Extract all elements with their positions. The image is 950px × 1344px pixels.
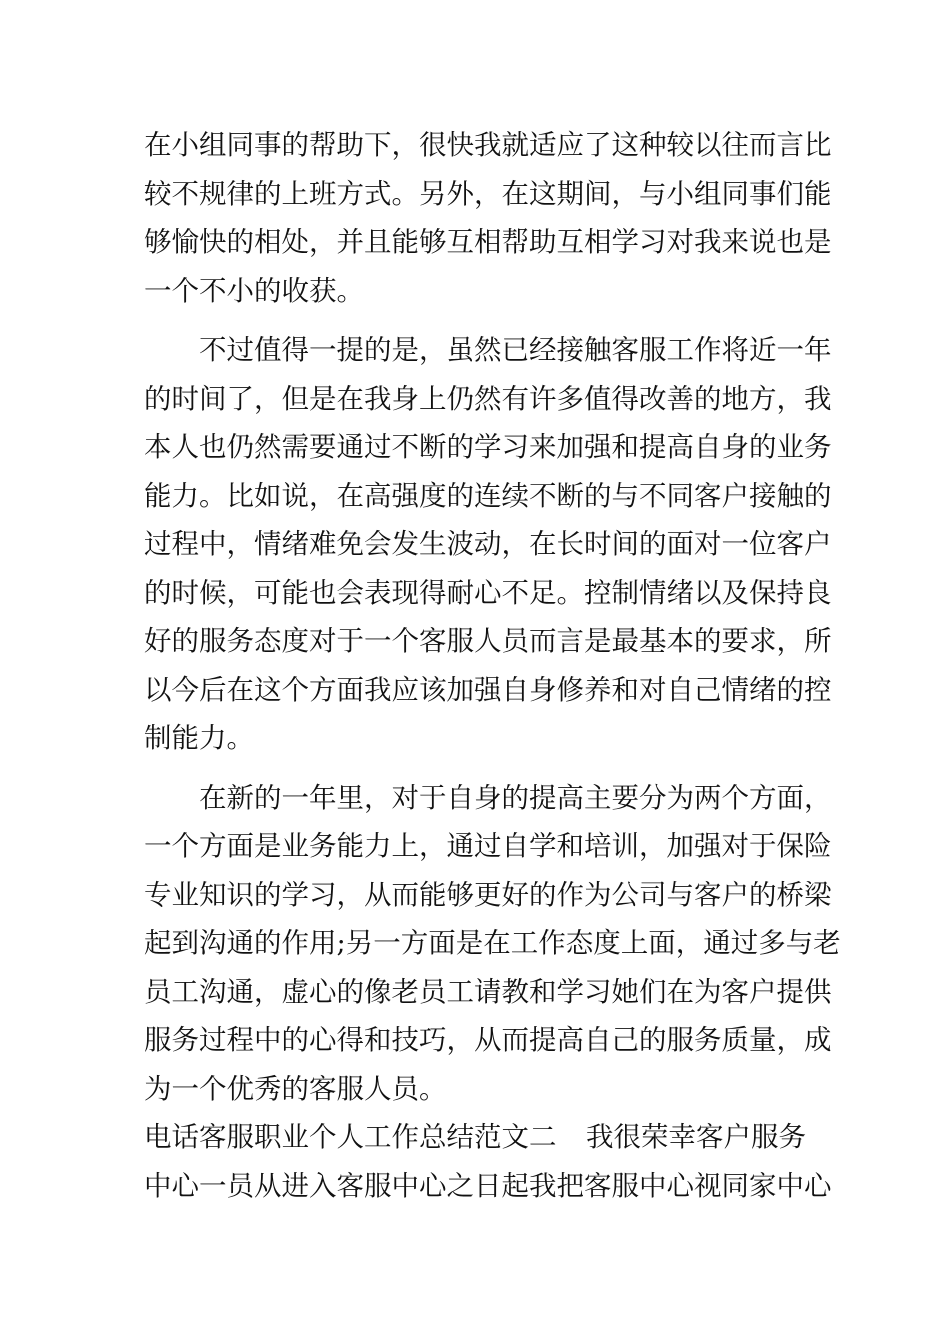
paragraph-line: 过程中，情绪难免会发生波动，在长时间的面对一位客户 bbox=[144, 528, 832, 560]
section-heading-followup: 我很荣幸客户服务 bbox=[586, 1121, 806, 1153]
paragraph-line: 够愉快的相处，并且能够互相帮助互相学习对我来说也是 bbox=[144, 226, 832, 258]
section-2 bbox=[144, 1113, 832, 1210]
paragraph-line: 的时间了，但是在我身上仍然有许多值得改善的地方，我 bbox=[144, 382, 832, 415]
section-heading-line bbox=[144, 1113, 806, 1162]
paragraph-line: 在小组同事的帮助下，很快我就适应了这种较以往而言比 bbox=[144, 129, 832, 161]
section-heading: 电话客服职业个人工作总结范文二 bbox=[144, 1121, 557, 1153]
paragraph-line: 起到沟通的作用;另一方面是在工作态度上面，通过多与老 bbox=[144, 927, 841, 959]
paragraph-line: 专业知识的学习，从而能够更好的作为公司与客户的桥梁 bbox=[144, 878, 832, 911]
paragraph-line: 好的服务态度对于一个客服人员而言是最基本的要求，所 bbox=[144, 625, 832, 657]
paragraph-1 bbox=[144, 121, 832, 315]
paragraph-line: 为一个优秀的客服人员。 bbox=[144, 1072, 447, 1105]
paragraph-line: 以今后在这个方面我应该加强自身修养和对自己情绪的控 bbox=[144, 673, 832, 706]
paragraph-line: 一个不小的收获。 bbox=[144, 274, 364, 307]
paragraph-line: 员工沟通，虚心的像老员工请教和学习她们在为客户提供 bbox=[144, 975, 832, 1008]
paragraph-line: 能力。比如说，在高强度的连续不断的与不同客户接触的 bbox=[144, 479, 832, 512]
paragraph-line: 本人也仍然需要通过不断的学习来加强和提高自身的业务 bbox=[144, 431, 832, 463]
document-body bbox=[144, 121, 841, 1210]
paragraph-line: 一个方面是业务能力上，通过自学和培训，加强对于保险 bbox=[144, 830, 832, 862]
paragraph-3 bbox=[144, 774, 841, 1114]
paragraph-2 bbox=[144, 326, 832, 763]
paragraph-line: 中心一员从进入客服中心之日起我把客服中心视同家中心 bbox=[144, 1169, 832, 1202]
paragraph-line: 制能力。 bbox=[144, 722, 254, 754]
paragraph-line: 不过值得一提的是，虽然已经接触客服工作将近一年 bbox=[199, 334, 832, 366]
paragraph-line: 在新的一年里，对于自身的提高主要分为两个方面， bbox=[199, 781, 832, 814]
paragraph-line: 较不规律的上班方式。另外，在这期间，与小组同事们能 bbox=[144, 177, 832, 210]
paragraph-line: 服务过程中的心得和技巧，从而提高自己的服务质量，成 bbox=[144, 1024, 832, 1056]
paragraph-line: 的时候，可能也会表现得耐心不足。控制情绪以及保持良 bbox=[144, 576, 832, 609]
